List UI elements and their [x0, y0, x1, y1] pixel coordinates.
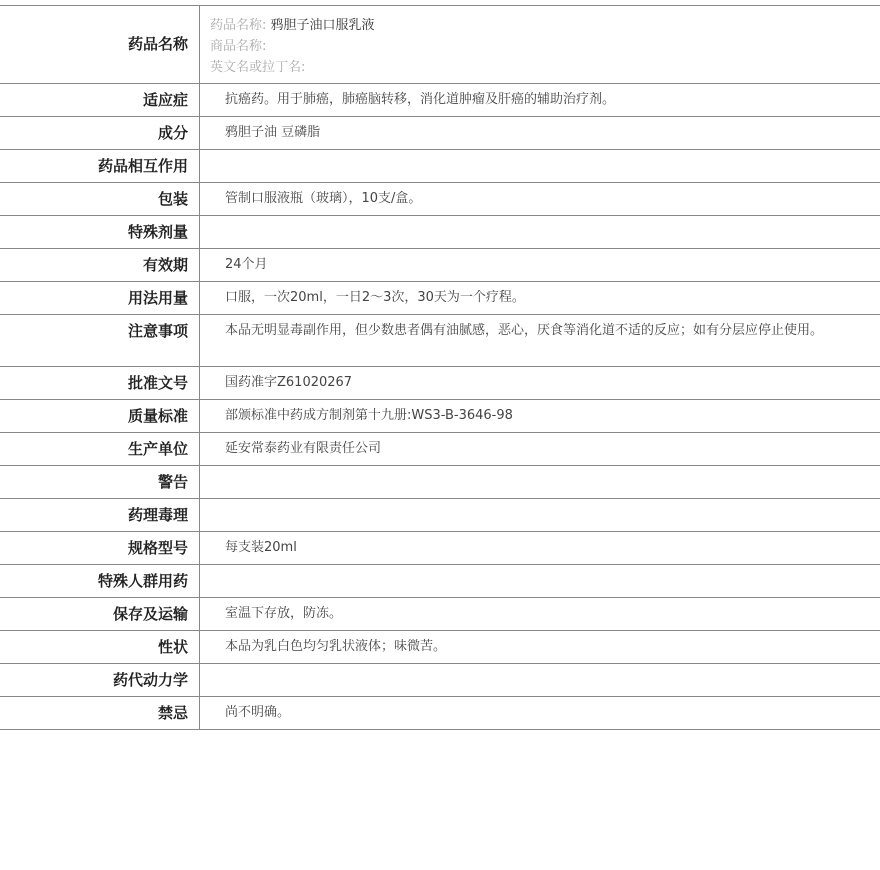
row-value: 抗癌药。用于肺癌，肺癌脑转移，消化道肿瘤及肝癌的辅助治疗剂。 — [225, 92, 616, 107]
row-value: 本品无明显毒副作用，但少数患者偶有油腻感，恶心，厌食等消化道不适的反应；如有分层应停止使用。 — [225, 323, 824, 338]
row-special-populations — [0, 565, 880, 598]
row-label: 有效期 — [0, 249, 200, 281]
row-label: 药理毒理 — [0, 499, 200, 531]
row-value: 本品为乳白色均匀乳状液体；味微苦。 — [225, 639, 447, 654]
row-label: 包装 — [0, 183, 200, 215]
row-packaging — [0, 183, 880, 216]
generic-name-caption: 药品名称: — [210, 18, 267, 33]
row-label: 警告 — [0, 466, 200, 498]
row-special-dosage — [0, 216, 880, 249]
row-approval-number — [0, 367, 880, 400]
row-label: 注意事项 — [0, 315, 200, 366]
row-value: 24个月 — [225, 257, 268, 272]
row-value — [200, 216, 880, 248]
row-label: 保存及运输 — [0, 598, 200, 630]
name-values — [200, 6, 880, 83]
trade-name-caption: 商品名称: — [210, 39, 267, 54]
row-shelf-life — [0, 249, 880, 282]
row-manufacturer — [0, 433, 880, 466]
row-value — [200, 499, 880, 531]
row-value — [200, 150, 880, 182]
row-pharmacokinetics — [0, 664, 880, 697]
row-value: 鸦胆子油 豆磷脂 — [225, 125, 321, 140]
row-value — [200, 565, 880, 597]
row-value: 部颁标准中药成方制剂第十九册:WS3-B-3646-98 — [225, 408, 513, 423]
row-value — [200, 466, 880, 498]
row-value: 室温下存放，防冻。 — [225, 606, 343, 621]
row-label: 性状 — [0, 631, 200, 663]
row-storage — [0, 598, 880, 631]
row-quality-standard — [0, 400, 880, 433]
latin-name-caption: 英文名或拉丁名: — [210, 60, 306, 75]
row-value — [200, 664, 880, 696]
row-label: 成分 — [0, 117, 200, 149]
row-value: 口服，一次20ml，一日2～3次，30天为一个疗程。 — [225, 290, 525, 305]
drug-info-table — [0, 5, 880, 730]
row-label: 药品相互作用 — [0, 150, 200, 182]
row-value: 管制口服液瓶（玻璃），10支/盒。 — [225, 191, 422, 206]
row-label: 质量标准 — [0, 400, 200, 432]
row-pharmacology — [0, 499, 880, 532]
row-value: 尚不明确。 — [225, 705, 291, 720]
row-value: 每支装20ml — [225, 540, 297, 555]
row-contraindications — [0, 697, 880, 730]
row-value: 国药准字Z61020267 — [225, 375, 353, 390]
row-warning — [0, 466, 880, 499]
row-specification — [0, 532, 880, 565]
row-value: 延安常泰药业有限责任公司 — [225, 441, 382, 456]
row-indications — [0, 84, 880, 117]
row-precautions — [0, 315, 880, 367]
row-label: 药代动力学 — [0, 664, 200, 696]
row-appearance — [0, 631, 880, 664]
row-label: 用法用量 — [0, 282, 200, 314]
row-label: 生产单位 — [0, 433, 200, 465]
row-label: 禁忌 — [0, 697, 200, 729]
row-label: 批准文号 — [0, 367, 200, 399]
generic-name-value: 鸦胆子油口服乳液 — [270, 18, 375, 33]
row-drug-name — [0, 6, 880, 84]
row-label: 规格型号 — [0, 532, 200, 564]
row-label: 特殊人群用药 — [0, 565, 200, 597]
row-label: 适应症 — [0, 84, 200, 116]
generic-name-line — [210, 15, 860, 36]
row-dosage — [0, 282, 880, 315]
row-ingredients — [0, 117, 880, 150]
row-label: 特殊剂量 — [0, 216, 200, 248]
row-interactions — [0, 150, 880, 183]
row-label: 药品名称 — [0, 6, 200, 83]
